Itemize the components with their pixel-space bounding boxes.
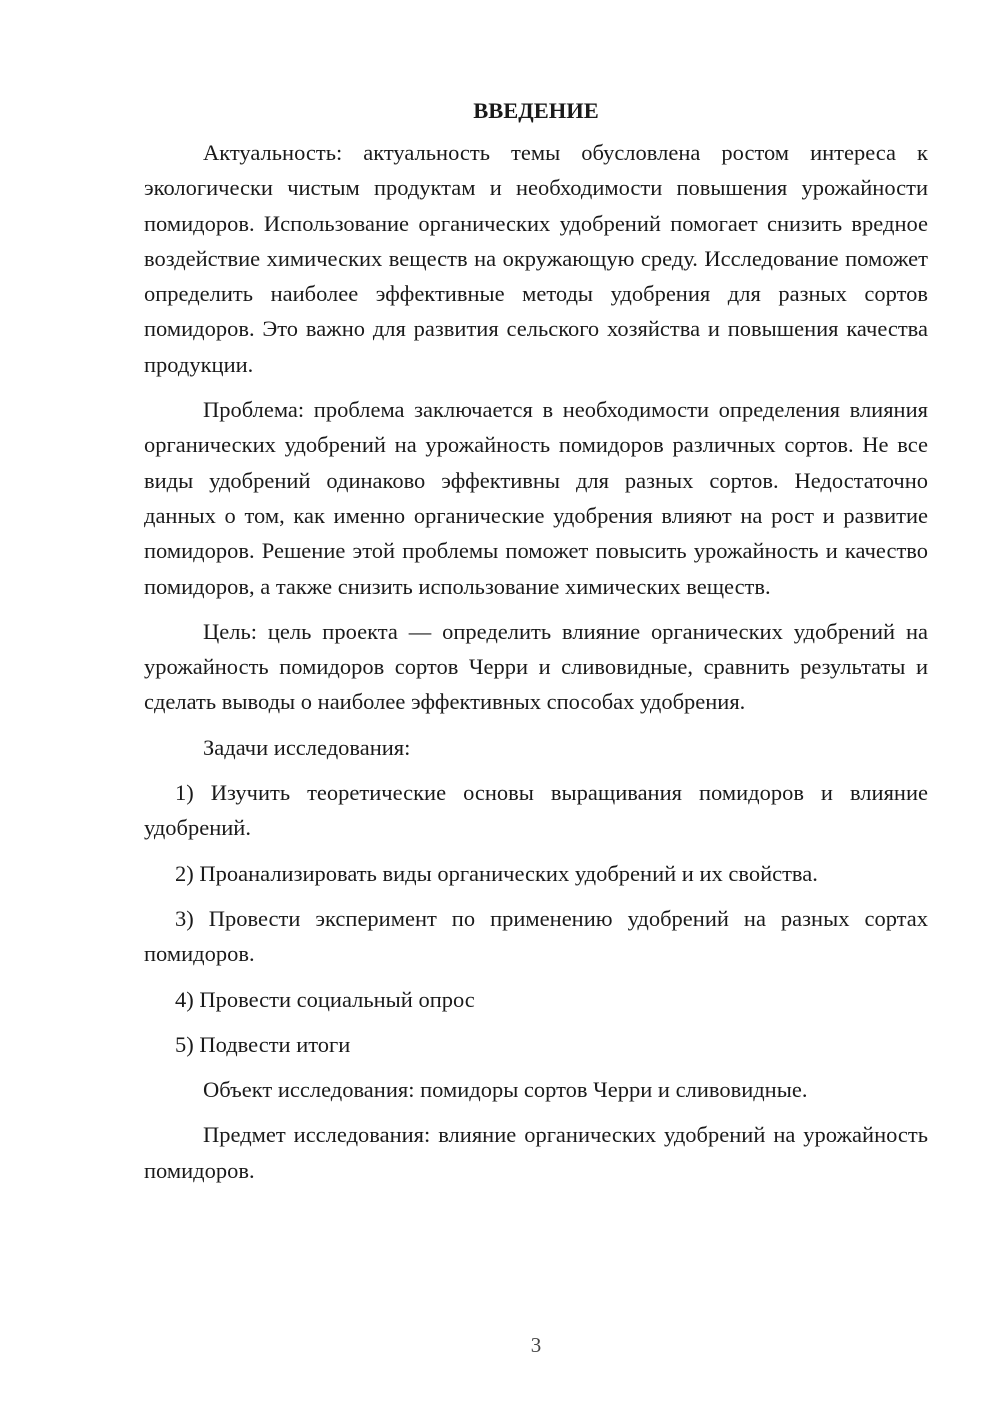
task-item-2: 2) Проанализировать виды органических удобрений и их свойства. xyxy=(175,860,818,886)
relevance-paragraph: Актуальность: актуальность темы обусловлена ростом интереса к экологически чистым продуктам и необходимости повышения урожайности помидоров. Использование органических удобрений помогает снизить вредное воздействие химических веществ на окружающую среду. Исследование поможет определить наиболее эффективные методы удобрения для разных сортов помидоров. Это важно для развития сельского хозяйства и повышения качества продукции. xyxy=(144,140,928,377)
tasks-title: Задачи исследования: xyxy=(203,734,411,760)
goal-paragraph: Цель: цель проекта — определить влияние органических удобрений на урожайность помидоров сортов Черри и сливовидные, сравнить результаты и сделать выводы о наиболее эффективных способах удобрения. xyxy=(144,618,928,715)
document-page xyxy=(144,96,928,1198)
task-item-4: 4) Провести социальный опрос xyxy=(175,986,475,1012)
task-item-1: 1) Изучить теоретические основы выращивания помидоров и влияние удобрений. xyxy=(144,780,928,841)
page-number: 3 xyxy=(530,1333,542,1357)
problem-paragraph: Проблема: проблема заключается в необходимости определения влияния органических удобрений на урожайность помидоров различных сортов. Не все виды удобрений одинаково эффективны для разных сортов. Недостаточно данных о том, как именно органические удобрения влияют на рост и развитие помидоров. Решение этой проблемы поможет повысить урожайность и качество помидоров, а также снизить использование химических веществ. xyxy=(144,397,928,599)
task-item-3: 3) Провести эксперимент по применению удобрений на разных сортах помидоров. xyxy=(144,905,928,967)
section-heading: ВВЕДЕНИЕ xyxy=(473,98,599,123)
task-item-5: 5) Подвести итоги xyxy=(175,1031,351,1057)
subject-paragraph: Предмет исследования: влияние органических удобрений на урожайность помидоров. xyxy=(144,1122,928,1183)
object-paragraph: Объект исследования: помидоры сортов Черри и сливовидные. xyxy=(203,1077,808,1103)
tasks-list xyxy=(144,775,928,1062)
